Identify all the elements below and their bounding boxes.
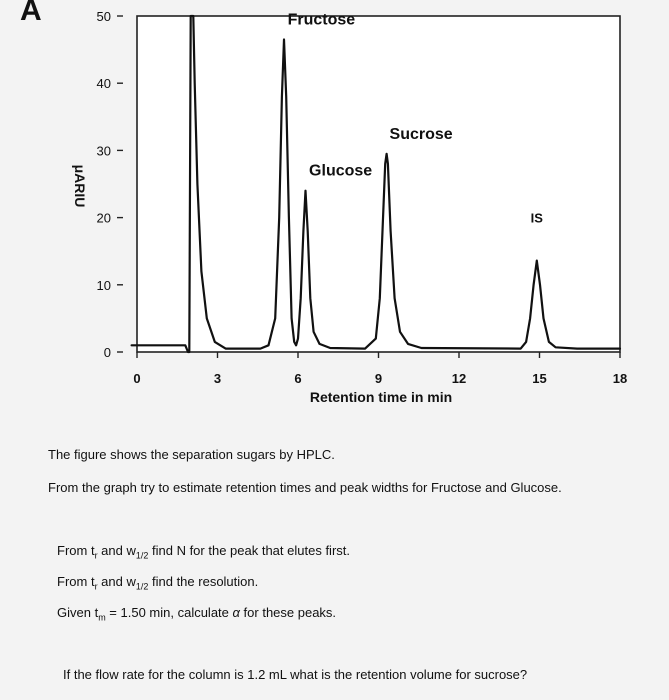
q3-alpha: α — [232, 605, 240, 620]
q2-pre: From t — [57, 574, 95, 589]
q3-pre: Given t — [57, 605, 99, 620]
q2-sub-half: 1/2 — [135, 581, 149, 592]
q1-mid: and w — [97, 543, 136, 558]
peak-label-fructose: Fructose — [287, 11, 356, 29]
peak-label-is: IS — [530, 210, 543, 226]
q2-sub-r: r — [94, 581, 98, 592]
q3-mid: = 1.50 min, calculate — [105, 605, 233, 620]
y-tick-label: 50 — [96, 9, 111, 24]
question-estimate-line: From the graph try to estimate retention times and peak widths for Fructose and Glucose. — [48, 480, 562, 495]
y-tick-label: 40 — [96, 76, 111, 92]
q1-sub-r: r — [94, 550, 98, 561]
q1-post: find N for the peak that elutes first. — [148, 543, 350, 558]
x-tick-label: 18 — [612, 371, 628, 386]
question-selectivity — [57, 605, 336, 623]
x-tick-label: 6 — [294, 371, 302, 386]
x-axis-label: Retention time in min — [309, 389, 453, 405]
y-tick-label: 30 — [96, 143, 111, 159]
x-tick-label: 3 — [213, 371, 222, 386]
q2-post: find the resolution. — [148, 574, 259, 589]
y-axis-ticks — [97, 9, 123, 360]
x-tick-label: 12 — [451, 371, 467, 386]
q3-sub-m: m — [98, 612, 106, 623]
peak-label-glucose: Glucose — [309, 162, 373, 180]
q3-post: for these peaks. — [239, 605, 337, 620]
question-plate-number — [57, 543, 350, 561]
y-axis-label: μARIU — [72, 164, 88, 208]
question-resolution — [57, 574, 258, 592]
q1-pre: From t — [57, 543, 95, 558]
q1-sub-half: 1/2 — [135, 550, 149, 561]
y-tick-label: 10 — [96, 277, 111, 293]
y-tick-label: 0 — [103, 345, 111, 360]
x-tick-label: 15 — [532, 371, 547, 386]
peak-label-sucrose: Sucrose — [389, 125, 453, 143]
y-tick-label: 20 — [96, 210, 111, 226]
x-axis-ticks — [133, 352, 627, 386]
x-tick-label: 9 — [374, 371, 383, 386]
question-intro-line: The figure shows the separation sugars by HPLC. — [48, 447, 335, 462]
question-retention-volume: If the flow rate for the column is 1.2 mL what is the retention volume for sucrose? — [63, 667, 528, 682]
panel-letter: A — [20, 0, 42, 27]
q2-mid: and w — [97, 574, 136, 589]
x-tick-label: 0 — [133, 371, 141, 386]
